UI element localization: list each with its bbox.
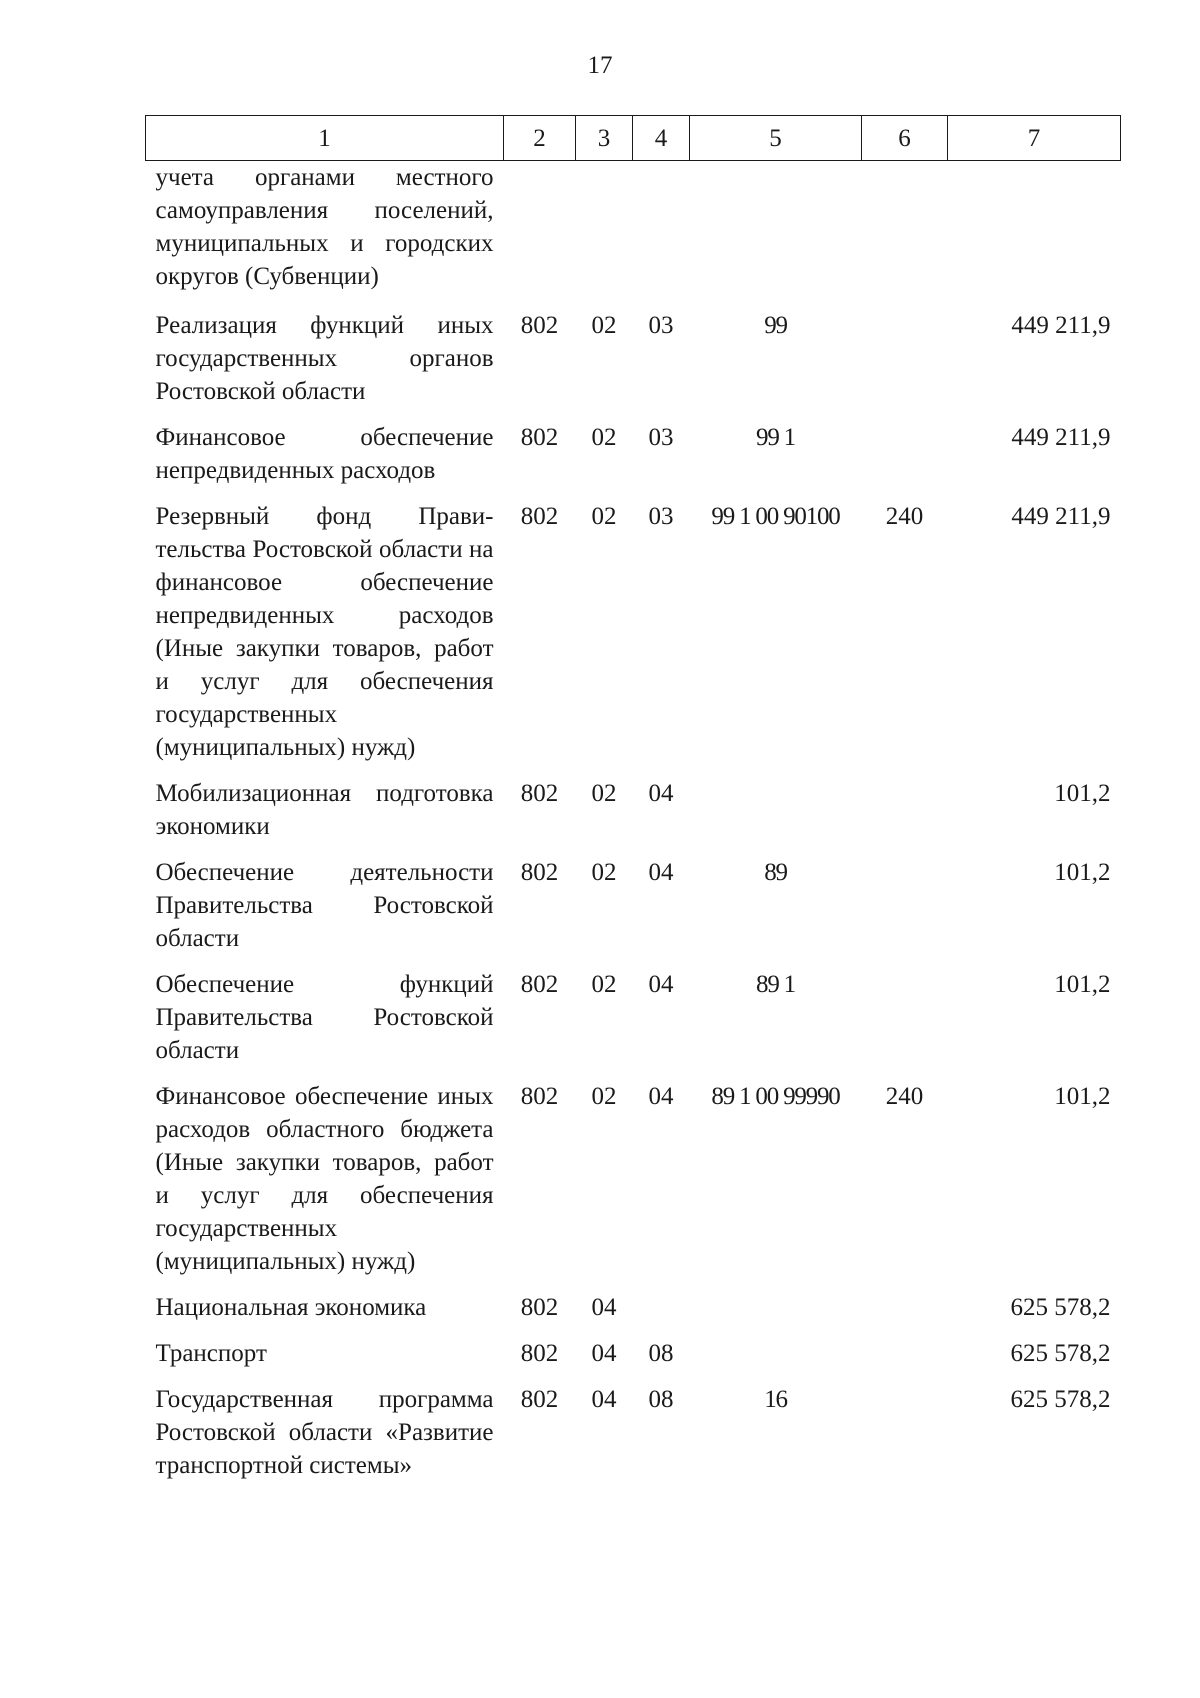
- row-ministry-code: 802: [520, 1386, 559, 1413]
- row-target-article: 99: [764, 312, 787, 339]
- row-expense-type: [862, 1337, 948, 1383]
- row-subsection-code: 04: [648, 859, 674, 886]
- row-section-code: [576, 161, 633, 310]
- row-expense-type: [862, 421, 948, 500]
- row-ministry-code: 802: [520, 1340, 559, 1367]
- page-number: 17: [587, 52, 613, 79]
- row-section-code: 02: [591, 780, 617, 807]
- row-subsection-code: 04: [648, 780, 674, 807]
- table-row: [146, 500, 1121, 777]
- table-row: [146, 161, 1121, 310]
- header-col-1: 1: [146, 116, 504, 161]
- row-subsection-code: [633, 1291, 690, 1337]
- header-col-2: 2: [504, 116, 576, 161]
- row-amount: 101,2: [1054, 859, 1111, 886]
- row-section-code: 02: [591, 1083, 617, 1110]
- table-row: [146, 777, 1121, 856]
- row-target-article: 16: [764, 1386, 787, 1413]
- row-amount: 101,2: [1054, 971, 1111, 998]
- table-row: [146, 1383, 1121, 1495]
- row-subsection-code: 08: [648, 1340, 674, 1367]
- row-amount: [948, 161, 1121, 310]
- row-expense-type: [862, 777, 948, 856]
- row-ministry-code: 802: [520, 859, 559, 886]
- row-subsection-code: 03: [648, 312, 674, 339]
- row-expense-type: [862, 1291, 948, 1337]
- row-section-code: 04: [591, 1386, 617, 1413]
- row-subsection-code: 04: [648, 971, 674, 998]
- table-row: [146, 856, 1121, 968]
- row-expense-type: [862, 309, 948, 421]
- row-amount: 625 578,2: [1010, 1294, 1111, 1321]
- row-ministry-code: 802: [520, 780, 559, 807]
- row-amount: 449 211,9: [1011, 424, 1111, 451]
- budget-table: [145, 115, 1121, 1495]
- row-name: Финансовое обеспечение иных расходов областного бюджета (Иные закупки товаров, работ и услуг для обеспечения государственных (муниципальных) нужд): [155, 1083, 494, 1275]
- row-amount: 449 211,9: [1011, 312, 1111, 339]
- row-name: Обеспечение функций Правительства Ростовской области: [155, 971, 494, 1064]
- row-expense-type: [862, 1383, 948, 1495]
- row-amount: 101,2: [1054, 780, 1111, 807]
- row-target-article: 89 1: [756, 971, 795, 998]
- row-target-article: [690, 1291, 862, 1337]
- row-amount: 625 578,2: [1010, 1340, 1111, 1367]
- row-amount: 101,2: [1054, 1083, 1111, 1110]
- row-name: Мобилизационная подготовка экономики: [155, 780, 494, 840]
- row-expense-type: [862, 161, 948, 310]
- row-section-code: 02: [591, 424, 617, 451]
- header-col-4: 4: [633, 116, 690, 161]
- row-target-article: 99 1: [756, 424, 795, 451]
- table-row: [146, 1080, 1121, 1291]
- row-name: Резервный фонд Правительства Ростовской области на финансовое обеспечение непредвиденных расходов (Иные закупки товаров, работ и услуг для обеспечения государственных (муниципальных) нужд): [155, 503, 494, 761]
- row-target-article: [690, 161, 862, 310]
- header-col-6: 6: [862, 116, 948, 161]
- table-header: [146, 116, 1121, 161]
- row-name: Национальная экономика: [155, 1294, 427, 1321]
- row-ministry-code: 802: [520, 424, 559, 451]
- row-section-code: 04: [591, 1294, 617, 1321]
- row-expense-type: [862, 968, 948, 1080]
- row-amount: 449 211,9: [1011, 503, 1111, 530]
- row-subsection-code: [633, 161, 690, 310]
- row-section-code: 02: [591, 503, 617, 530]
- row-subsection-code: 04: [648, 1083, 674, 1110]
- table-row: [146, 1337, 1121, 1383]
- row-target-article: 99 1 00 90100: [711, 503, 840, 530]
- row-ministry-code: 802: [520, 1083, 559, 1110]
- row-target-article: 89: [764, 859, 787, 886]
- row-section-code: 02: [591, 312, 617, 339]
- row-expense-type: 240: [885, 1083, 924, 1110]
- row-name: Реализация функций иных государственных органов Ростовской области: [155, 312, 494, 405]
- row-subsection-code: 03: [648, 424, 674, 451]
- row-section-code: 02: [591, 971, 617, 998]
- row-name: Обеспечение деятельности Правительства Ростовской области: [155, 859, 494, 952]
- header-col-7: 7: [948, 116, 1121, 161]
- row-target-article: [690, 777, 862, 856]
- row-section-code: 02: [591, 859, 617, 886]
- row-ministry-code: 802: [520, 1294, 559, 1321]
- row-target-article: [690, 1337, 862, 1383]
- row-expense-type: [862, 856, 948, 968]
- row-name: Финансовое обеспечение непредвиденных расходов: [155, 424, 494, 484]
- table-body: [146, 161, 1121, 1496]
- row-ministry-code: 802: [520, 971, 559, 998]
- row-subsection-code: 03: [648, 503, 674, 530]
- row-expense-type: 240: [885, 503, 924, 530]
- row-name: учета органами местного самоуправления поселений, муниципальных и городских округов (Субвенции): [155, 164, 494, 290]
- row-section-code: 04: [591, 1340, 617, 1367]
- header-col-5: 5: [690, 116, 862, 161]
- row-ministry-code: 802: [520, 312, 559, 339]
- table-row: [146, 421, 1121, 500]
- row-name: Государственная программа Ростовской области «Развитие транспортной системы»: [155, 1386, 494, 1479]
- table-row: [146, 968, 1121, 1080]
- row-subsection-code: 08: [648, 1386, 674, 1413]
- row-amount: 625 578,2: [1010, 1386, 1111, 1413]
- row-name: Транспорт: [155, 1340, 267, 1367]
- table-row: [146, 309, 1121, 421]
- header-row: [146, 116, 1121, 161]
- row-ministry-code: 802: [520, 503, 559, 530]
- table-row: [146, 1291, 1121, 1337]
- header-col-3: 3: [576, 116, 633, 161]
- row-ministry-code: [504, 161, 576, 310]
- row-target-article: 89 1 00 99990: [711, 1083, 840, 1110]
